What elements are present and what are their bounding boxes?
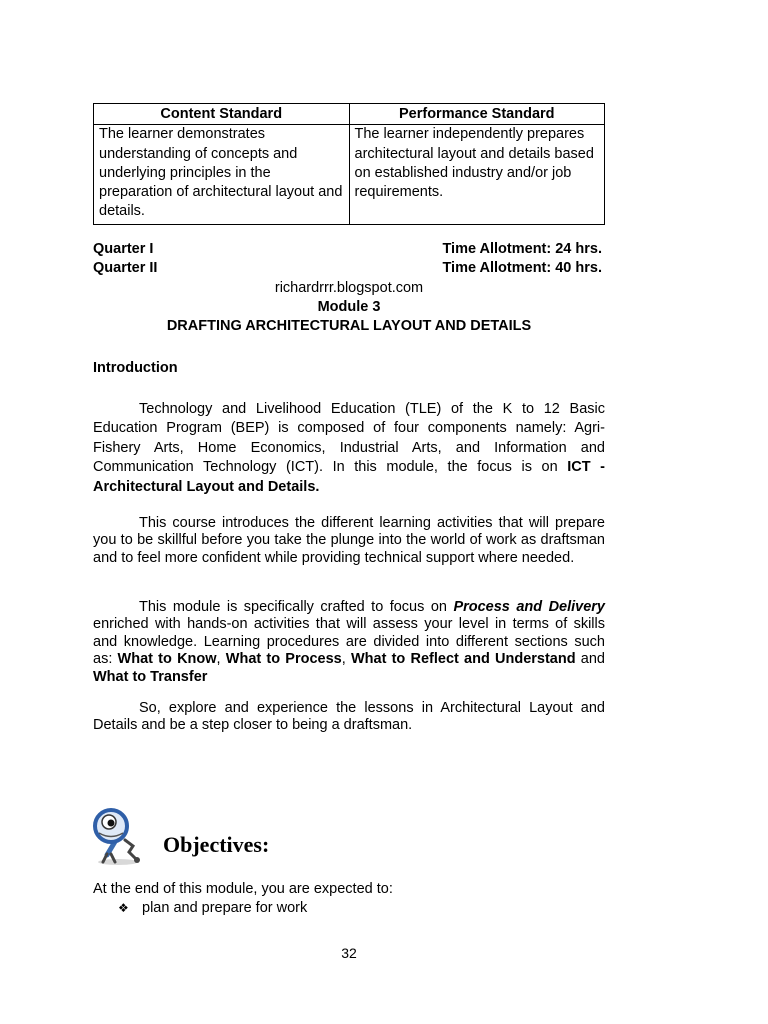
- conjunction: and: [575, 651, 605, 668]
- diamond-bullet-icon: ❖: [118, 901, 129, 915]
- quarter-2-row: [93, 258, 602, 278]
- table-header-row: [94, 104, 605, 125]
- content-standard-header: Content Standard: [94, 104, 350, 125]
- module-number: Module 3: [317, 299, 381, 315]
- watermark-text: richardrrr.blogspot.com: [274, 280, 424, 296]
- process-delivery-emphasis: Process and Delivery: [453, 599, 605, 615]
- quarter-2-label: Quarter II: [93, 260, 158, 276]
- intro-p3-text-1: This module is specifically crafted to focus on: [139, 599, 454, 615]
- separator: ,: [216, 651, 226, 668]
- intro-paragraph-4: [93, 700, 605, 735]
- list-item: [118, 899, 307, 917]
- intro-p1-bold: ICT - Architectural Layout and Details.: [93, 459, 605, 495]
- intro-p1-text: Technology and Livelihood Education (TLE) of the K to 12 Basic Education Program (BEP) is composed of four components namely: Agri-Fishery Arts, Home Economics, Industrial Arts, and Information and Communication Technology (ICT). In this module, the focus is on: [93, 401, 605, 476]
- page-number: 32: [341, 945, 357, 961]
- intro-paragraph-3: [93, 599, 605, 686]
- performance-standard-header: Performance Standard: [349, 104, 605, 125]
- section-what-to-reflect: What to Reflect and Understand: [350, 651, 576, 668]
- objectives-intro: At the end of this module, you are expected to:: [93, 881, 393, 897]
- quarter-1-time: Time Allotment: 24 hrs.: [442, 241, 602, 257]
- objectives-heading: Objectives:: [163, 832, 270, 857]
- section-what-to-process: What to Process: [225, 651, 342, 668]
- separator: ,: [341, 651, 351, 668]
- intro-paragraph-2: [93, 515, 605, 567]
- intro-p2-text: This course introduces the different learning activities that will prepare you to be skillful before you take the plunge into the world of work as draftsman and to feel more confident while providing technical support where needed.: [93, 515, 605, 566]
- module-title: DRAFTING ARCHITECTURAL LAYOUT AND DETAILS: [166, 318, 532, 334]
- quarter-1-row: [93, 239, 602, 259]
- intro-p4-text: So, explore and experience the lessons in Architectural Layout and Details and be a step closer to being a draftsman.: [93, 700, 605, 734]
- intro-p3-text-2: enriched with hands-on activities that will assess your level in terms of skills and knowledge. Learning procedures are divided into different sections such as:: [93, 616, 605, 668]
- quarter-1-label: Quarter I: [93, 241, 154, 257]
- section-what-to-transfer: What to Transfer: [93, 668, 208, 685]
- standards-table: [93, 103, 605, 225]
- section-what-to-know: What to Know: [117, 651, 217, 668]
- introduction-heading: Introduction: [93, 360, 178, 376]
- intro-paragraph-1: [93, 400, 605, 497]
- magnifier-mascot-icon: [85, 806, 151, 866]
- content-standard-cell: The learner demonstrates understanding of concepts and underlying principles in the preparation of architectural layout and details.: [94, 125, 350, 224]
- objective-item-text: plan and prepare for work: [142, 900, 308, 916]
- performance-standard-cell: The learner independently prepares architectural layout and details based on established industry and/or job requirements.: [349, 125, 605, 224]
- table-row: [94, 125, 605, 224]
- quarter-2-time: Time Allotment: 40 hrs.: [442, 260, 602, 276]
